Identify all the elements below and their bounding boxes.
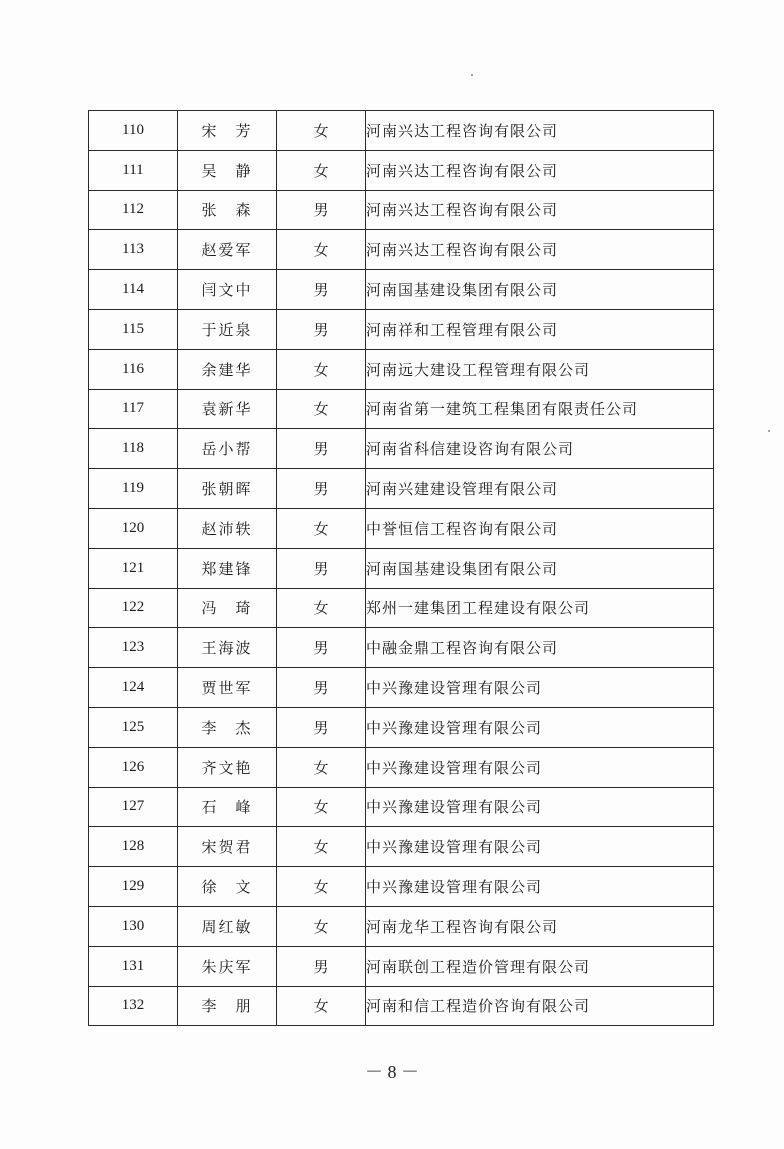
row-number: 125 <box>89 707 178 747</box>
gender: 男 <box>277 309 366 349</box>
row-number: 116 <box>89 349 178 389</box>
company-name: 中兴豫建设管理有限公司 <box>366 707 714 747</box>
row-number: 113 <box>89 230 178 270</box>
company-name: 河南兴达工程咨询有限公司 <box>366 150 714 190</box>
roster-table <box>88 110 714 1026</box>
person-name: 张朝晖 <box>178 469 277 509</box>
company-name: 河南省第一建筑工程集团有限责任公司 <box>366 389 714 429</box>
company-name: 中兴豫建设管理有限公司 <box>366 867 714 907</box>
gender: 女 <box>277 389 366 429</box>
table-row <box>89 787 714 827</box>
person-name: 袁新华 <box>178 389 277 429</box>
row-number: 129 <box>89 867 178 907</box>
gender: 女 <box>277 986 366 1026</box>
person-name: 余建华 <box>178 349 277 389</box>
gender: 男 <box>277 548 366 588</box>
gender: 男 <box>277 270 366 310</box>
table-row <box>89 389 714 429</box>
gender: 女 <box>277 867 366 907</box>
gender: 男 <box>277 469 366 509</box>
person-name: 赵爱军 <box>178 230 277 270</box>
table-row <box>89 190 714 230</box>
row-number: 118 <box>89 429 178 469</box>
row-number: 127 <box>89 787 178 827</box>
person-name: 赵沛轶 <box>178 508 277 548</box>
table-row <box>89 349 714 389</box>
table-row <box>89 548 714 588</box>
table-row <box>89 150 714 190</box>
person-name: 张 森 <box>178 190 277 230</box>
person-name: 于近泉 <box>178 309 277 349</box>
person-name: 石 峰 <box>178 787 277 827</box>
company-name: 河南省科信建设咨询有限公司 <box>366 429 714 469</box>
gender: 男 <box>277 668 366 708</box>
person-name: 李 杰 <box>178 707 277 747</box>
gender: 女 <box>277 150 366 190</box>
gender: 女 <box>277 588 366 628</box>
gender: 女 <box>277 111 366 151</box>
person-name: 吴 静 <box>178 150 277 190</box>
table-row <box>89 111 714 151</box>
roster-table-body <box>89 111 714 1026</box>
company-name: 河南祥和工程管理有限公司 <box>366 309 714 349</box>
row-number: 128 <box>89 827 178 867</box>
person-name: 岳小帮 <box>178 429 277 469</box>
company-name: 中兴豫建设管理有限公司 <box>366 747 714 787</box>
company-name: 河南国基建设集团有限公司 <box>366 270 714 310</box>
row-number: 119 <box>89 469 178 509</box>
table-row <box>89 469 714 509</box>
company-name: 河南兴建建设管理有限公司 <box>366 469 714 509</box>
row-number: 126 <box>89 747 178 787</box>
gender: 男 <box>277 707 366 747</box>
gender: 女 <box>277 508 366 548</box>
company-name: 河南兴达工程咨询有限公司 <box>366 230 714 270</box>
company-name: 河南兴达工程咨询有限公司 <box>366 111 714 151</box>
company-name: 河南远大建设工程管理有限公司 <box>366 349 714 389</box>
gender: 女 <box>277 827 366 867</box>
row-number: 122 <box>89 588 178 628</box>
row-number: 117 <box>89 389 178 429</box>
gender: 女 <box>277 747 366 787</box>
scan-speck <box>471 74 473 76</box>
company-name: 中兴豫建设管理有限公司 <box>366 668 714 708</box>
person-name: 宋 芳 <box>178 111 277 151</box>
row-number: 132 <box>89 986 178 1026</box>
table-row <box>89 986 714 1026</box>
company-name: 中誉恒信工程咨询有限公司 <box>366 508 714 548</box>
table-row <box>89 827 714 867</box>
row-number: 120 <box>89 508 178 548</box>
company-name: 河南兴达工程咨询有限公司 <box>366 190 714 230</box>
gender: 女 <box>277 906 366 946</box>
person-name: 朱庆军 <box>178 946 277 986</box>
gender: 男 <box>277 628 366 668</box>
row-number: 114 <box>89 270 178 310</box>
table-row <box>89 309 714 349</box>
table-row <box>89 628 714 668</box>
table-row <box>89 707 714 747</box>
person-name: 李 朋 <box>178 986 277 1026</box>
row-number: 131 <box>89 946 178 986</box>
gender: 男 <box>277 190 366 230</box>
table-row <box>89 946 714 986</box>
table-row <box>89 906 714 946</box>
row-number: 121 <box>89 548 178 588</box>
company-name: 中兴豫建设管理有限公司 <box>366 787 714 827</box>
row-number: 130 <box>89 906 178 946</box>
row-number: 115 <box>89 309 178 349</box>
company-name: 河南和信工程造价咨询有限公司 <box>366 986 714 1026</box>
company-name: 河南龙华工程咨询有限公司 <box>366 906 714 946</box>
scan-speck <box>768 430 770 432</box>
page-number: － 8 － <box>365 1062 419 1082</box>
table-row <box>89 867 714 907</box>
table-row <box>89 747 714 787</box>
company-name: 河南国基建设集团有限公司 <box>366 548 714 588</box>
company-name: 中融金鼎工程咨询有限公司 <box>366 628 714 668</box>
table-row <box>89 429 714 469</box>
table-row <box>89 668 714 708</box>
table-row <box>89 588 714 628</box>
person-name: 冯 琦 <box>178 588 277 628</box>
table-row <box>89 508 714 548</box>
person-name: 周红敏 <box>178 906 277 946</box>
row-number: 111 <box>89 150 178 190</box>
gender: 女 <box>277 349 366 389</box>
person-name: 宋贺君 <box>178 827 277 867</box>
row-number: 112 <box>89 190 178 230</box>
table-row <box>89 230 714 270</box>
company-name: 河南联创工程造价管理有限公司 <box>366 946 714 986</box>
row-number: 124 <box>89 668 178 708</box>
gender: 男 <box>277 429 366 469</box>
person-name: 齐文艳 <box>178 747 277 787</box>
row-number: 110 <box>89 111 178 151</box>
person-name: 王海波 <box>178 628 277 668</box>
person-name: 郑建锋 <box>178 548 277 588</box>
table-row <box>89 270 714 310</box>
person-name: 闫文中 <box>178 270 277 310</box>
row-number: 123 <box>89 628 178 668</box>
gender: 女 <box>277 230 366 270</box>
gender: 男 <box>277 946 366 986</box>
company-name: 郑州一建集团工程建设有限公司 <box>366 588 714 628</box>
gender: 女 <box>277 787 366 827</box>
company-name: 中兴豫建设管理有限公司 <box>366 827 714 867</box>
person-name: 徐 文 <box>178 867 277 907</box>
person-name: 贾世军 <box>178 668 277 708</box>
